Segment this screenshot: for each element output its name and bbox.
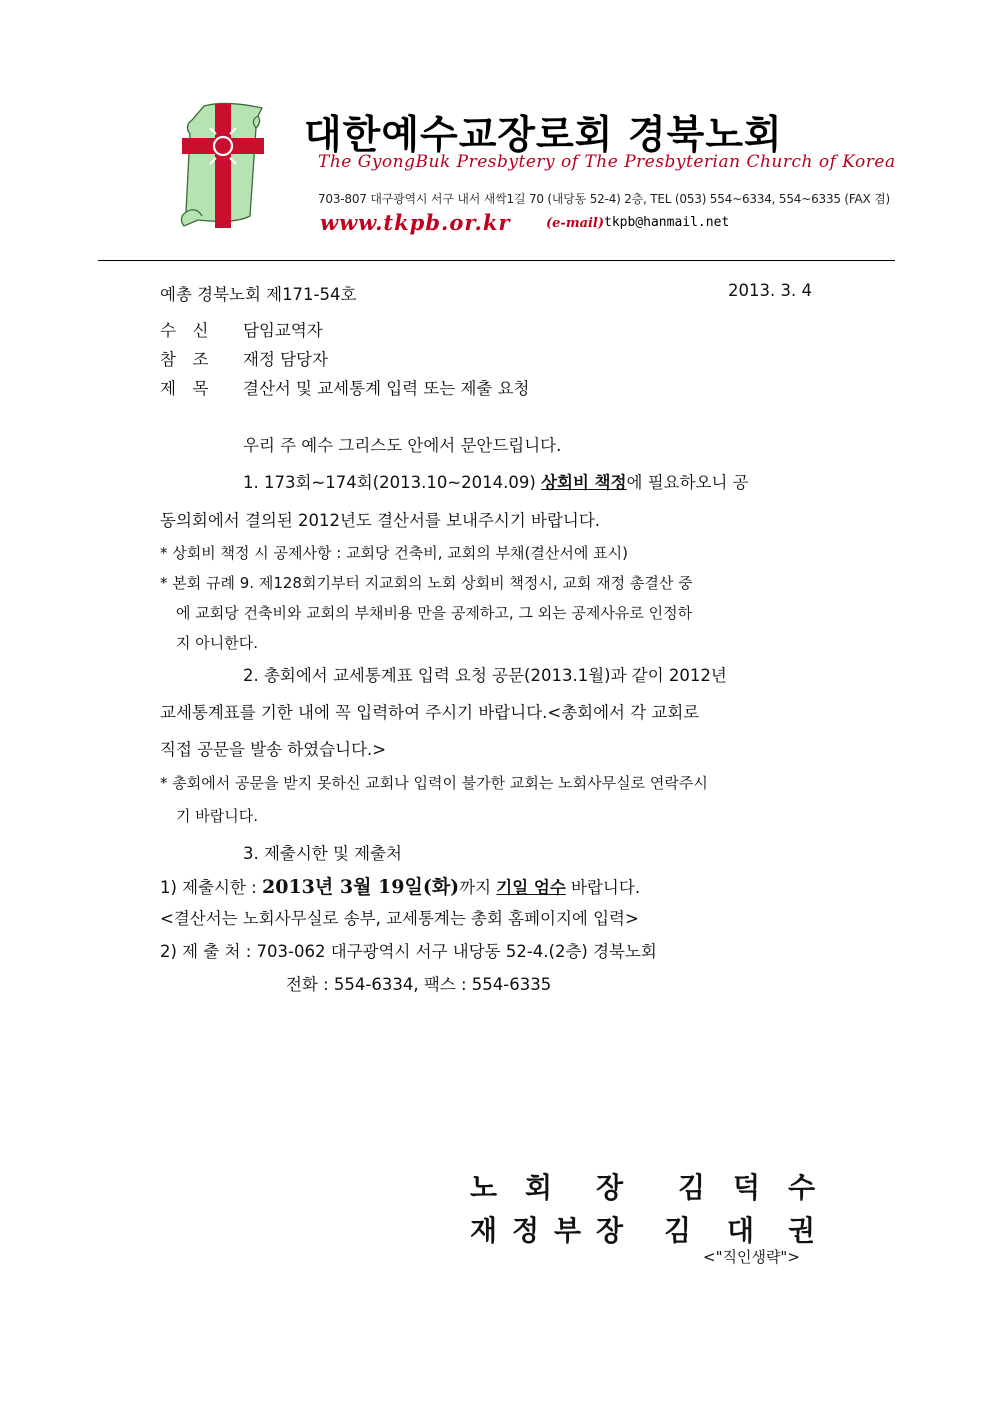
deadline-date: 2013년 3월 19일(화) bbox=[262, 876, 460, 898]
website-link[interactable]: www.tkpb.or.kr bbox=[320, 210, 511, 235]
note-2-line-1: * 본회 규례 9. 제128회기부터 지교회의 노회 상회비 책정시, 교회 재정 총결산 중 bbox=[160, 574, 693, 592]
email-label: (e-mail) bbox=[546, 216, 605, 231]
contact-info: 전화 : 554-6334, 팩스 : 554-6335 bbox=[286, 975, 552, 994]
reference-label: 참 조 bbox=[160, 350, 209, 369]
submission-address: 2) 제 출 처 : 703-062 대구광역시 서구 내당동 52-4.(2층) 경북노회 bbox=[160, 942, 657, 961]
recipient: 담임교역자 bbox=[243, 321, 323, 340]
paragraph-1-line-1 bbox=[243, 469, 749, 493]
note-3-line-2: 기 바랍니다. bbox=[176, 807, 258, 825]
presbytery-logo bbox=[176, 98, 268, 230]
org-address: 703-807 대구광역시 서구 내서 새싹1길 70 (내당동 52-4) 2층, TEL (053) 554~6334, 554~6335 (FAX 겸) bbox=[318, 192, 891, 206]
title1-char-1: 노 bbox=[470, 1171, 498, 1204]
subject: 결산서 및 교세통계 입력 또는 제출 요청 bbox=[243, 379, 530, 398]
name2-char-1: 김 bbox=[664, 1214, 692, 1247]
deadline-note: <결산서는 노회사무실로 송부, 교세통계는 총회 홈페이지에 입력> bbox=[160, 909, 639, 928]
note-2-line-3: 지 아니한다. bbox=[176, 634, 258, 652]
title2-char-2: 정 bbox=[512, 1214, 540, 1247]
org-name: 대한예수교장로회 경북노회 bbox=[304, 112, 783, 158]
deadline-emphasis: 기일 엄수 bbox=[496, 878, 566, 897]
note-1: * 상회비 책정 시 공제사항 : 교회당 건축비, 교회의 부채(결산서에 표시) bbox=[160, 544, 628, 562]
doc-date: 2013. 3. 4 bbox=[728, 281, 812, 300]
name1-char-1: 김 bbox=[678, 1171, 706, 1204]
org-name-english: The GyongBuk Presbytery of The Presbyterian Church of Korea bbox=[318, 152, 896, 172]
paragraph-2-line-2: 교세통계표를 기한 내에 꼭 입력하여 주시기 바랍니다.<총회에서 각 교회로 bbox=[160, 703, 700, 722]
title1-char-2: 회 bbox=[525, 1171, 553, 1204]
greeting: 우리 주 예수 그리스도 안에서 문안드립니다. bbox=[243, 436, 562, 455]
name1-char-2: 덕 bbox=[733, 1171, 761, 1204]
note-3-line-1: * 총회에서 공문을 받지 못하신 교회나 입력이 불가한 교회는 노회사무실로 연락주시 bbox=[160, 774, 708, 792]
deadline-label: 1) 제출시한 : bbox=[160, 878, 262, 897]
title2-char-4: 장 bbox=[596, 1214, 624, 1247]
p1-text-a: 1. 173회~174회(2013.10~2014.09) bbox=[243, 473, 542, 492]
title2-char-3: 부 bbox=[554, 1214, 582, 1247]
name1-char-3: 수 bbox=[788, 1171, 816, 1204]
paragraph-2-line-3: 직접 공문을 발송 하였습니다.> bbox=[160, 740, 387, 759]
header-divider bbox=[98, 260, 895, 261]
paragraph-3: 3. 제출시한 및 제출처 bbox=[243, 844, 402, 863]
doc-number: 예총 경북노회 제171-54호 bbox=[160, 285, 357, 304]
title2-char-1: 재 bbox=[470, 1214, 498, 1247]
deadline-mid: 까지 bbox=[459, 878, 497, 897]
title1-char-3: 장 bbox=[596, 1171, 624, 1204]
p1-emphasis: 상회비 책정 bbox=[541, 473, 627, 492]
reference: 재정 담당자 bbox=[243, 350, 328, 369]
deadline-end: 바랍니다. bbox=[565, 878, 641, 897]
subject-label: 제 목 bbox=[160, 379, 209, 398]
email-link[interactable]: tkpb@hanmail.net bbox=[604, 215, 730, 230]
deadline-line bbox=[160, 872, 640, 899]
seal-omitted-note: <"직인생략"> bbox=[703, 1248, 800, 1266]
note-2-line-2: 에 교회당 건축비와 교회의 부채비용 만을 공제하고, 그 외는 공제사유로 인정하 bbox=[176, 604, 693, 622]
recipient-label: 수 신 bbox=[160, 321, 209, 340]
p1-text-b: 에 필요하오니 공 bbox=[626, 473, 749, 492]
paragraph-1-line-2: 동의회에서 결의된 2012년도 결산서를 보내주시기 바랍니다. bbox=[160, 511, 601, 530]
name2-char-2: 대 bbox=[727, 1214, 755, 1247]
name2-char-3: 권 bbox=[788, 1214, 816, 1247]
paragraph-2-line-1: 2. 총회에서 교세통계표 입력 요청 공문(2013.1월)과 같이 2012년 bbox=[243, 666, 727, 685]
